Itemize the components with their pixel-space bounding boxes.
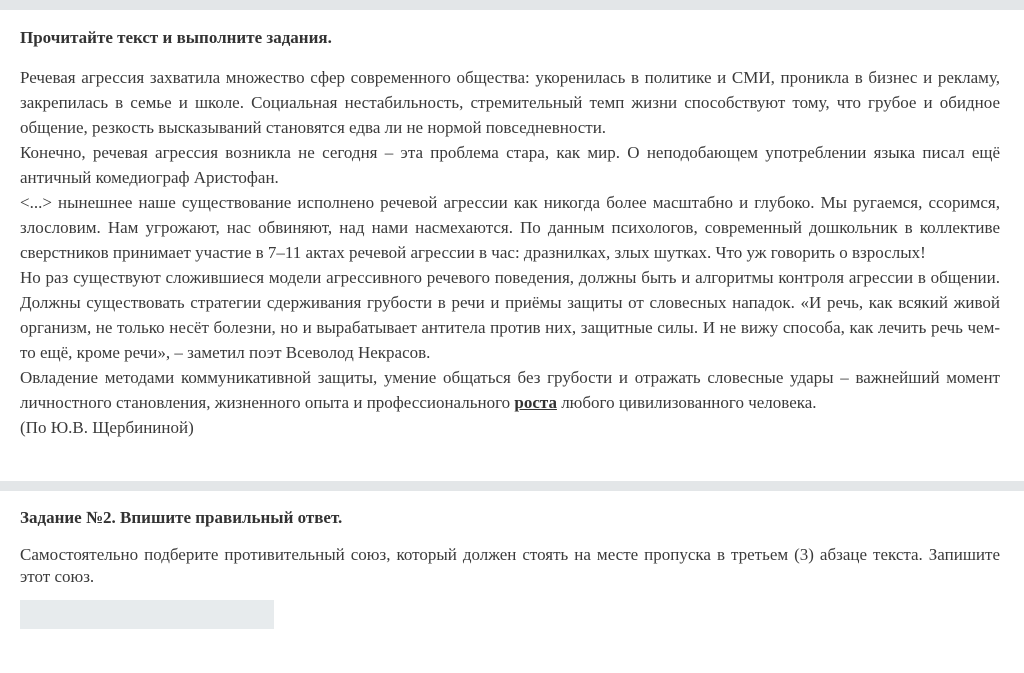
text-paragraph-2: Конечно, речевая агрессия возникла не сегодня – эта проблема стара, как мир. О неподобающем употреблении языка писал ещё античный комедиограф Аристофан. <box>20 143 1000 187</box>
text-paragraph-1: Речевая агрессия захватила множество сфер современного общества: укоренилась в политике и СМИ, проникла в бизнес и рекламу, закрепилась в семье и школе. Социальная нестабильность, стремительный темп жизни способствуют тому, что грубое и обидное общение, резкость высказываний становятся едва ли не нормой повседневности. <box>20 68 1000 137</box>
text-paragraph-4: Но раз существуют сложившиеся модели агрессивного речевого поведения, должны быть и алгоритмы контроля агрессии в общении. Должны существовать стратегии сдерживания грубости в речи и приёмы защиты от словесных нападок. «И речь, как всякий живой организм, не только несёт болезни, но и вырабатывает антитела против них, защитные силы. И не вижу способа, как лечить речь чем-то ещё, кроме речи», – заметил поэт Всеволод Некрасов. <box>20 268 1000 362</box>
task-description: Самостоятельно подберите противительный союз, который должен стоять на месте пропуска в третьем (3) абзаце текста. Запишите этот союз. <box>20 545 1000 586</box>
top-divider-band <box>0 0 1024 10</box>
text-source: (По Ю.В. Щербининой) <box>20 418 194 437</box>
section-divider-band <box>0 481 1024 491</box>
highlighted-word: роста <box>514 393 557 412</box>
text-paragraph-5 <box>20 365 1000 415</box>
text-paragraph-3: <...> нынешнее наше существование исполнено речевой агрессии как никогда более масштабно и глубоко. Мы ругаемся, ссоримся, злословим. Нам угрожают, нас обвиняют, над нами насмехаются. По данным психологов, современный дошкольник в коллективе сверстников принимает участие в 7–11 актах речевой агрессии в час: дразнилках, злых шутках. Что уж говорить о взрослых! <box>20 193 1000 262</box>
reading-instruction-heading: Прочитайте текст и выполните задания. <box>20 28 332 47</box>
reading-text-section <box>20 28 1000 440</box>
paragraph-5-start: Овладение методами коммуникативной защиты, умение общаться без грубости и отражать словесные удары – важнейший момент личностного становления, жизненного опыта и профессионального <box>20 368 1000 412</box>
reading-text <box>20 65 1000 440</box>
paragraph-5-end: любого цивилизованного человека. <box>556 393 817 412</box>
task-heading: Задание №2. Впишите правильный ответ. <box>20 508 343 527</box>
answer-input[interactable] <box>20 600 274 629</box>
task-section <box>20 508 1000 629</box>
